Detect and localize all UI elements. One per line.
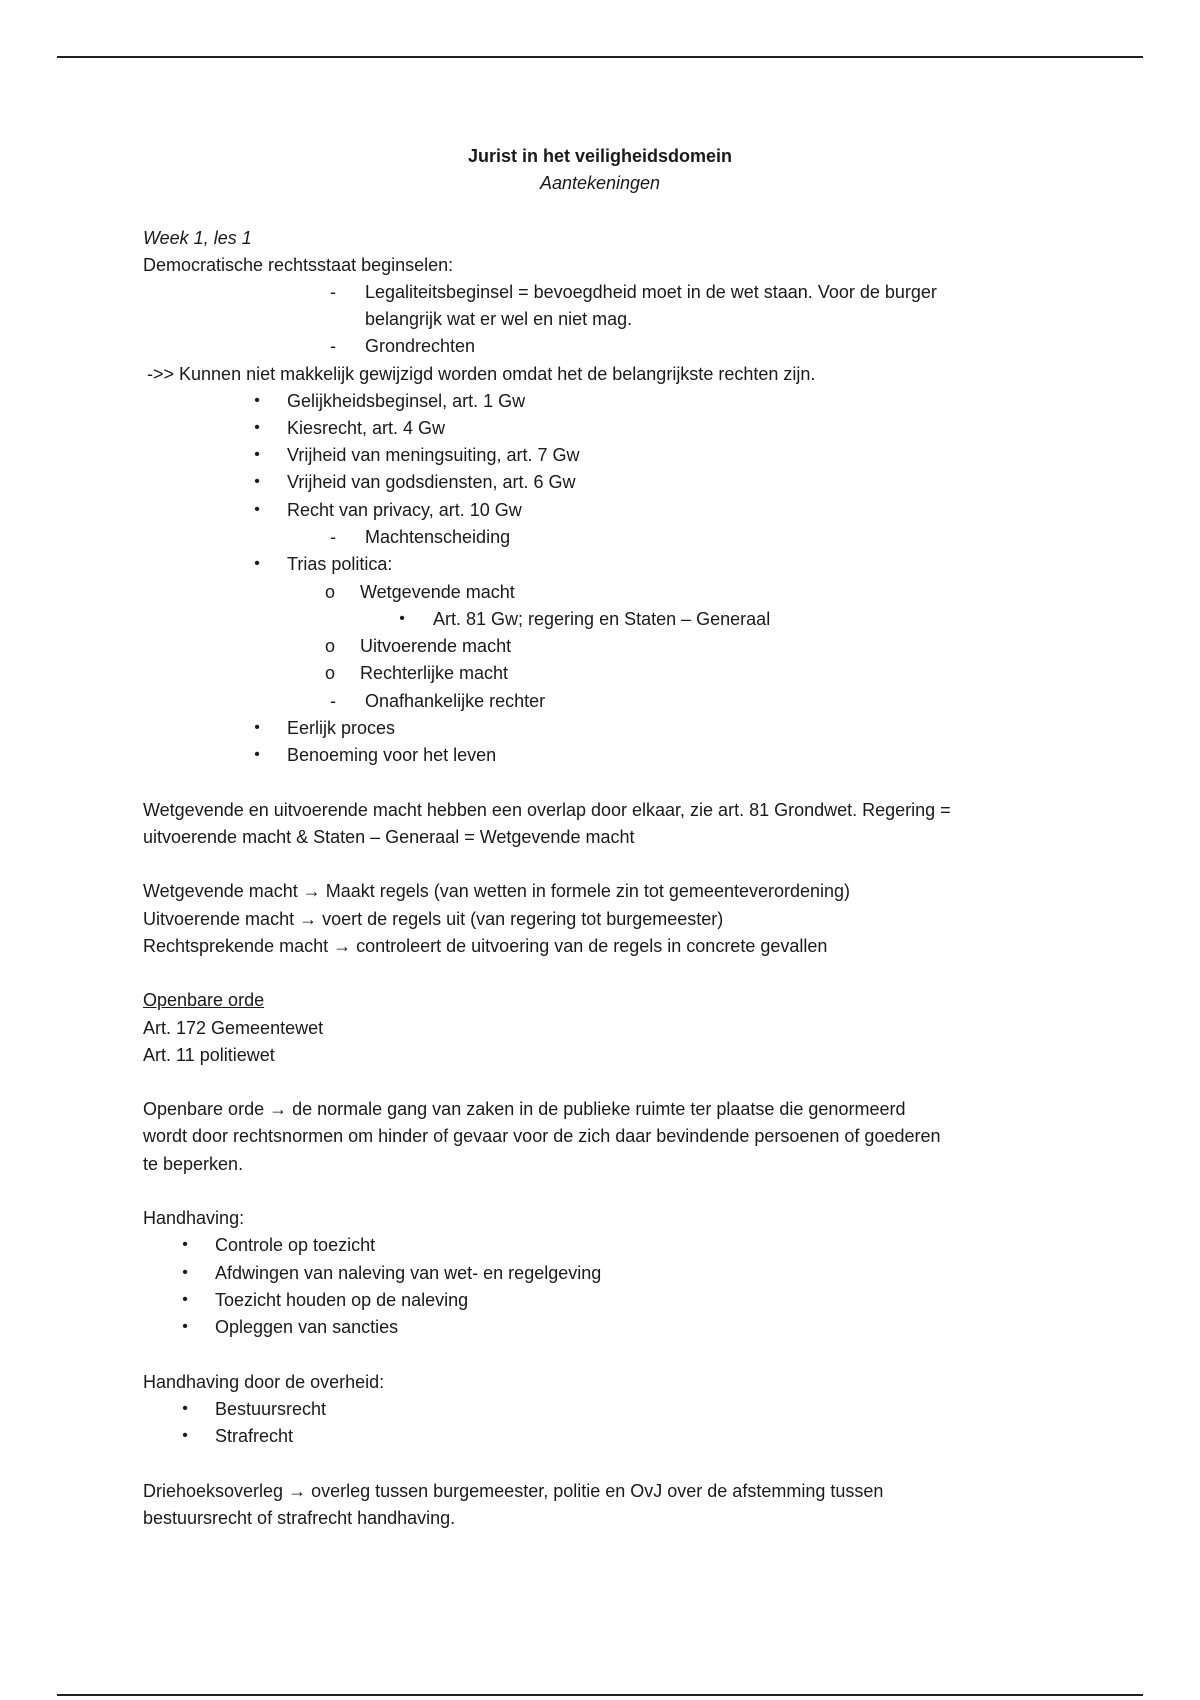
dash-marker: -: [330, 336, 336, 356]
power-line: Wetgevende macht → Maakt regels (van wetten in formele zin tot gemeenteverordening): [143, 881, 851, 901]
dash-marker: -: [330, 527, 336, 547]
bullet-marker: •: [254, 419, 260, 436]
bullet-marker: •: [254, 719, 260, 736]
bullet-marker: •: [182, 1264, 188, 1281]
wetgevende-item: Wetgevende macht: [360, 582, 515, 602]
overheid-item: Bestuursrecht: [215, 1399, 327, 1419]
bullet-marker: •: [182, 1291, 188, 1308]
bullet-marker: •: [182, 1427, 188, 1444]
handhaving-heading: Handhaving:: [143, 1208, 245, 1228]
document-subtitle: Aantekeningen: [539, 173, 661, 193]
circle-marker: o: [324, 636, 335, 656]
benoeming-item: Benoeming voor het leven: [287, 745, 497, 765]
definition-line-2: wordt door rechtsnormen om hinder of gevaar voor de zich daar bevindende persoenen of goederen: [143, 1126, 941, 1146]
rights-item: Kiesrecht, art. 4 Gw: [287, 418, 446, 438]
trias-item: Trias politica:: [287, 554, 393, 574]
bullet-marker: •: [399, 610, 405, 627]
handhaving-item: Afdwingen van naleving van wet- en regelgeving: [215, 1263, 602, 1283]
header-rule: [57, 56, 1143, 58]
driehoek-line-2: bestuursrecht of strafrecht handhaving.: [143, 1508, 456, 1528]
machtenscheiding-item: Machtenscheiding: [365, 527, 511, 547]
bullet-marker: •: [254, 746, 260, 763]
dash-marker: -: [330, 282, 336, 302]
definition-line-1: Openbare orde → de normale gang van zaken in de publieke ruimte ter plaatse die genormeerd: [143, 1099, 906, 1119]
rights-item: Recht van privacy, art. 10 Gw: [287, 500, 522, 520]
dash-marker: -: [330, 691, 336, 711]
art172-line: Art. 172 Gemeentewet: [143, 1018, 324, 1038]
bullet-marker: •: [254, 501, 260, 518]
bullet-marker: •: [182, 1400, 188, 1417]
bullet-marker: •: [182, 1318, 188, 1335]
handhaving-item: Opleggen van sancties: [215, 1317, 399, 1337]
overlap-line-2: uitvoerende macht & Staten – Generaal = Wetgevende macht: [143, 827, 635, 847]
overheid-heading: Handhaving door de overheid:: [143, 1372, 385, 1392]
overheid-item: Strafrecht: [215, 1426, 294, 1446]
uitvoerende-item: Uitvoerende macht: [360, 636, 512, 656]
bullet-marker: •: [254, 555, 260, 572]
bullet-marker: •: [254, 392, 260, 409]
bullet-marker: •: [182, 1236, 188, 1253]
legaliteit-line-1: Legaliteitsbeginsel = bevoegdheid moet in de wet staan. Voor de burger: [365, 282, 937, 302]
bullet-marker: •: [254, 473, 260, 490]
art81-item: Art. 81 Gw; regering en Staten – Generaal: [433, 609, 771, 629]
footer-rule: [57, 1694, 1143, 1696]
power-line: Uitvoerende macht → voert de regels uit (van regering tot burgemeester): [143, 909, 724, 929]
grondrechten-item: Grondrechten: [365, 336, 476, 356]
driehoek-line-1: Driehoeksoverleg → overleg tussen burgemeester, politie en OvJ over de afstemming tussen: [143, 1481, 884, 1501]
handhaving-item: Toezicht houden op de naleving: [215, 1290, 469, 1310]
rights-item: Gelijkheidsbeginsel, art. 1 Gw: [287, 391, 526, 411]
handhaving-item: Controle op toezicht: [215, 1235, 376, 1255]
rights-item: Vrijheid van meningsuiting, art. 7 Gw: [287, 445, 580, 465]
arrow-note: ->> Kunnen niet makkelijk gewijzigd worden omdat het de belangrijkste rechten zijn.: [147, 364, 816, 384]
power-line: Rechtsprekende macht → controleert de uitvoering van de regels in concrete gevallen: [143, 936, 828, 956]
bullet-marker: •: [254, 446, 260, 463]
rights-item: Vrijheid van godsdiensten, art. 6 Gw: [287, 472, 576, 492]
definition-line-3: te beperken.: [143, 1154, 244, 1174]
week-label: Week 1, les 1: [143, 228, 252, 248]
openbare-orde-heading: Openbare orde: [143, 990, 265, 1010]
circle-marker: o: [324, 582, 335, 602]
eerlijk-item: Eerlijk proces: [287, 718, 396, 738]
rechterlijke-item: Rechterlijke macht: [360, 663, 509, 683]
legaliteit-line-2: belangrijk wat er wel en niet mag.: [365, 309, 633, 329]
overlap-line-1: Wetgevende en uitvoerende macht hebben een overlap door elkaar, zie art. 81 Grondwet. Regering =: [143, 800, 951, 820]
document-title: Jurist in het veiligheidsdomein: [467, 146, 733, 166]
onafhankelijk-item: Onafhankelijke rechter: [365, 691, 546, 711]
intro-line: Democratische rechtsstaat beginselen:: [143, 255, 454, 275]
circle-marker: o: [324, 663, 335, 683]
art11-line: Art. 11 politiewet: [143, 1045, 275, 1065]
